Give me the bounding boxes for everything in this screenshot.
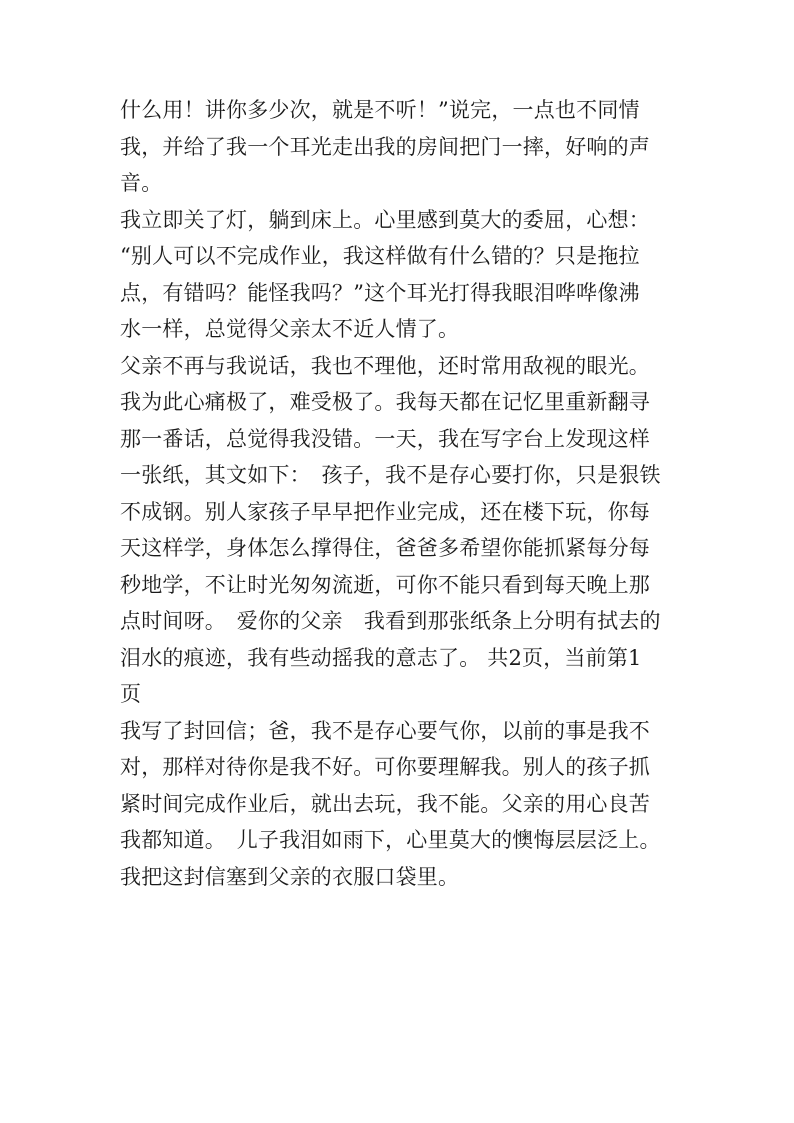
text-line: 页 bbox=[120, 682, 142, 706]
text-line: 天这样学，身体怎么撑得住，爸爸多希望你能抓紧每分每 bbox=[120, 536, 650, 560]
text-line: 音。 bbox=[120, 171, 163, 195]
text-line: 泪水的痕迹，我有些动摇我的意志了。 共2页，当前第1 bbox=[120, 645, 642, 670]
text-line: 我把这封信塞到父亲的衣服口袋里。 bbox=[120, 864, 460, 889]
text-line: 秒地学，不让时光匆匆流逝，可你不能只看到每天晚上那 bbox=[120, 572, 650, 597]
text-line: 紧时间完成作业后，就出去玩，我不能。父亲的用心良苦 bbox=[120, 791, 650, 816]
text-line: 对，那样对待你是我不好。可你要理解我。别人的孩子抓 bbox=[120, 755, 650, 779]
text-line: 我写了封回信；爸，我不是存心要气你，以前的事是我不 bbox=[120, 718, 650, 743]
text-line: 什么用！讲你多少次，就是不听！”说完，一点也不同情 bbox=[120, 98, 640, 122]
text-line: 一张纸，其文如下： 孩子，我不是存心要打你，只是狠铁 bbox=[120, 463, 661, 487]
text-line: 我都知道。 儿子我泪如雨下，心里莫大的懊悔层层泛上。 bbox=[120, 828, 661, 852]
text-line: 我立即关了灯，躺到床上。心里感到莫大的委屈，心想： bbox=[120, 207, 650, 232]
text-line: “别人可以不完成作业，我这样做有什么错的？只是拖拉 bbox=[120, 244, 640, 268]
text-line: 水一样，总觉得父亲太不近人情了。 bbox=[120, 317, 460, 341]
text-line: 父亲不再与我说话，我也不理他，还时常用敌视的眼光。 bbox=[120, 353, 650, 378]
text-line: 那一番话，总觉得我没错。一天，我在写字台上发现这样 bbox=[120, 426, 650, 451]
text-line: 点时间呀。 爱你的父亲 我看到那张纸条上分明有拭去的 bbox=[120, 609, 661, 633]
text-line: 我，并给了我一个耳光走出我的房间把门一摔，好响的声 bbox=[120, 134, 650, 159]
text-line: 不成钢。别人家孩子早早把作业完成，还在楼下玩，你每 bbox=[120, 499, 650, 524]
text-line: 点，有错吗？能怪我吗？”这个耳光打得我眼泪哗哗像沸 bbox=[120, 280, 640, 305]
body-text bbox=[120, 92, 680, 895]
text-line: 我为此心痛极了，难受极了。我每天都在记忆里重新翻寻 bbox=[120, 390, 650, 414]
